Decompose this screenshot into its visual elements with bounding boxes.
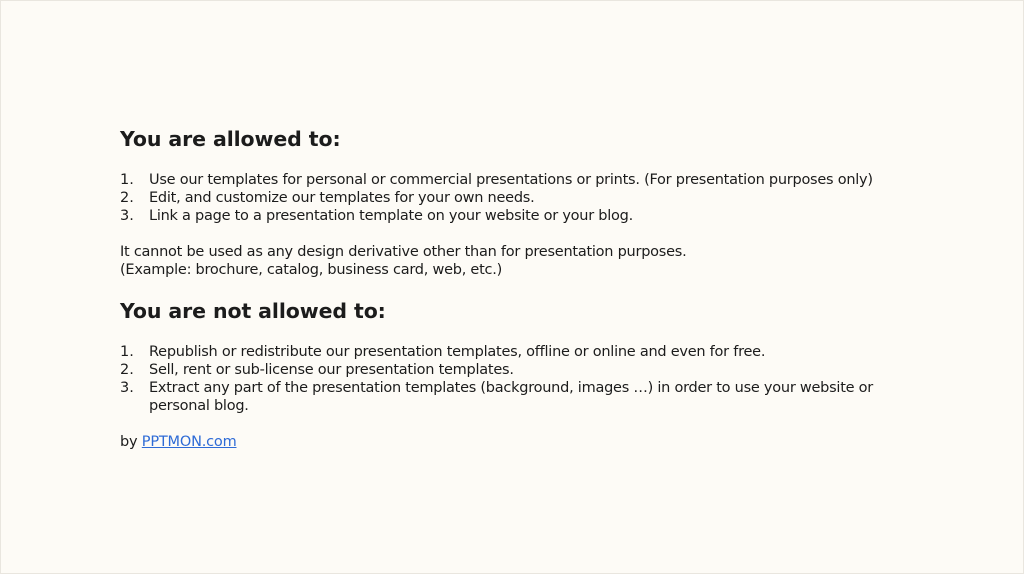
list-text: Use our templates for personal or commercial presentations or prints. (For presentation purposes only) <box>149 172 873 188</box>
list-number: 3. <box>120 208 134 224</box>
list-item <box>120 361 900 379</box>
license-terms <box>120 125 900 451</box>
byline <box>120 433 900 451</box>
list-item <box>120 343 900 361</box>
list-text: Sell, rent or sub-license our presentation templates. <box>149 362 514 378</box>
note-example: (Example: brochure, catalog, business card, web, etc.) <box>120 262 503 278</box>
list-text: Link a page to a presentation template on your website or your blog. <box>149 208 633 224</box>
list-text: Extract any part of the presentation templates (background, images …) in order to use your website or personal blog. <box>149 380 873 414</box>
list-item <box>120 189 900 207</box>
list-text: Republish or redistribute our presentation templates, offline or online and even for free. <box>149 344 766 360</box>
list-number: 2. <box>120 190 134 206</box>
list-item <box>120 171 900 189</box>
pptmon-link[interactable]: PPTMON.com <box>141 434 237 450</box>
not-allowed-list <box>120 343 900 415</box>
allowed-heading: You are allowed to: <box>120 127 341 151</box>
allowed-list <box>120 171 900 225</box>
list-number: 2. <box>120 362 134 378</box>
usage-note <box>120 243 900 279</box>
list-item <box>120 207 900 225</box>
list-number: 3. <box>120 380 134 396</box>
list-number: 1. <box>120 172 134 188</box>
list-text: Edit, and customize our templates for your own needs. <box>149 190 535 206</box>
list-number: 1. <box>120 344 134 360</box>
list-item <box>120 379 900 415</box>
not-allowed-heading: You are not allowed to: <box>120 299 386 323</box>
note-line: It cannot be used as any design derivative other than for presentation purposes. <box>120 244 687 260</box>
byline-prefix: by <box>120 434 142 450</box>
